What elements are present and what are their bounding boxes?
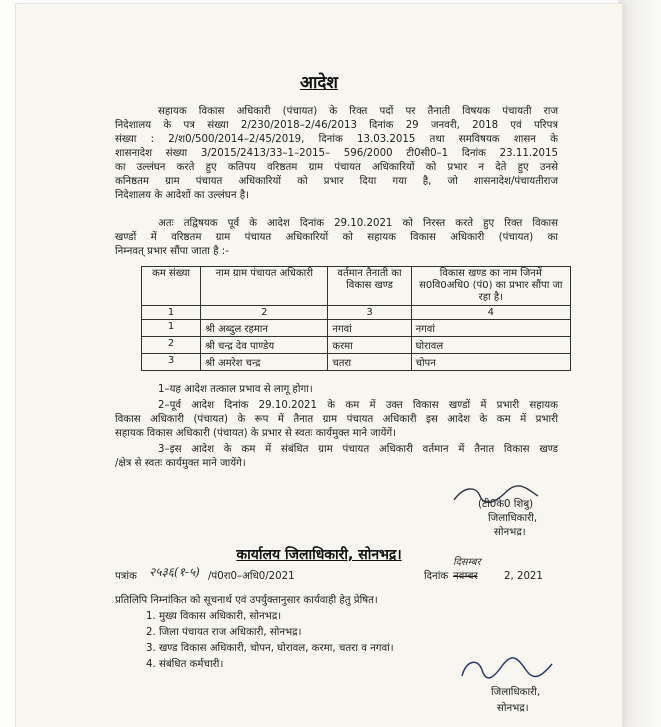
point-1: 1–यह आदेश तत्काल प्रभाव से लागू होगा। <box>158 384 313 395</box>
signatory-name: (टी0के0 शिबु) <box>478 499 534 510</box>
table-row <box>142 337 571 354</box>
table-cell: चतरा <box>328 354 411 371</box>
paragraph-line: कनिष्ठतम ग्राम पंचायत अधिकारियों को प्रभार दिया गया है, जो शासनादेश/पंचायतीराज <box>115 176 558 187</box>
office-heading: कार्यालय जिलाधिकारी, सोनभद्र। <box>236 547 402 563</box>
order-title: आदेश <box>300 73 338 93</box>
copy-intro: प्रतिलिपि निम्नांकित को सूचनार्थ एवं उपर्युक्तानुसार कार्यवाही हेतु प्रेषित। <box>115 595 378 606</box>
date-struck-month: नवम्बर <box>453 571 478 582</box>
point-2-line: 2–पूर्व आदेश दिनांक 29.10.2021 के कम में उक्त विकास खण्डों में प्रभारी सहायक <box>158 400 558 411</box>
table-header-row <box>142 267 571 306</box>
table-numbering-row <box>142 306 571 320</box>
paragraph-line: निदेशालय के पत्र संख्या 2/230/2018–2/46/2013 दिनांक 29 जनवरी, 2018 एवं परिपत्र <box>115 120 558 131</box>
table-cell: 3 <box>328 306 411 320</box>
ref-prefix: पत्रांक <box>115 571 137 582</box>
column-header: कम संख्या <box>142 267 201 306</box>
signatory-designation: जिलाधिकारी, <box>488 513 538 524</box>
paragraph-line: का उल्लंघन करते हुए कतिपय वरिष्ठतम ग्राम पंचायत अधिकारियों को प्रभार न देते हुए उनसे <box>115 162 558 173</box>
table-cell: करमा <box>328 337 411 354</box>
document-page <box>16 4 622 727</box>
paragraph-line: सहायक विकास अधिकारी (पंचायत) के रिक्त पदों पर तैनाती विषयक पंचायती राज <box>158 106 558 117</box>
table-cell: घोरावल <box>411 337 570 354</box>
column-header: विकास खण्ड का नाम जिनमें स0वि0अधि0 (पं0) का प्रभार सौंपा जा रहा है। <box>411 267 570 306</box>
paragraph-line: निम्नवत् प्रभार सौंपा जाता है :- <box>115 246 229 257</box>
point-2-line: सहायक विकास अधिकारी (पंचायत) के प्रभार से स्वतः कार्यमुक्त माने जायेंगें। <box>115 428 396 439</box>
paragraph-line: अतः तद्विषयक पूर्व के आदेश दिनांक 29.10.2021 को निरस्त करते हुए रिक्त विकास <box>158 218 558 229</box>
point-3-line: 3–इस आदेश के कम में संबंधित ग्राम पंचायत अधिकारी वर्तमान में तैनात विकास खण्ड <box>158 444 558 455</box>
date-label: दिनांक <box>424 571 449 582</box>
list-item: 4. संबंधित कर्मचारी। <box>146 659 224 670</box>
table-row <box>142 320 571 337</box>
paragraph-line: शासनादेश संख्या 3/2015/2413/33–1–2015– 596/2000 टी0सी0–1 दिनांक 23.11.2015 <box>115 148 558 159</box>
table-cell: नगवां <box>328 320 411 337</box>
office-signatory-designation: जिलाधिकारी, <box>491 687 541 698</box>
charge-table <box>141 266 571 371</box>
table-cell: 4 <box>411 306 570 320</box>
signatory-place: सोनभद्र। <box>494 527 526 538</box>
table-row <box>142 354 571 371</box>
table-cell: 2 <box>142 337 201 354</box>
paragraph-line: खण्डों में वरिष्ठतम ग्राम पंचायत अधिकारियों को सहायक विकास अधिकारी (पंचायत) का <box>115 232 558 243</box>
point-3-line: /क्षेत्र से स्वतः कार्यमुक्त माने जायेंगे। <box>115 458 246 469</box>
page-edge-shadow <box>618 0 661 727</box>
date-handwritten-month: दिसम्बर <box>453 557 481 568</box>
table-cell: श्री अब्दुल रहमान <box>201 320 328 337</box>
table-cell: चोपन <box>411 354 570 371</box>
table-cell: श्री अमरेश चन्द्र <box>201 354 328 371</box>
table-cell: 1 <box>142 320 201 337</box>
column-header: वर्तमान तैनाती का विकास खण्ड <box>328 267 411 306</box>
office-signatory-place: सोनभद्र। <box>497 703 529 714</box>
table-cell: 3 <box>142 354 201 371</box>
table-cell: 1 <box>142 306 201 320</box>
list-item: 1. मुख्य विकास अधिकारी, सोनभद्र। <box>146 611 282 622</box>
list-item: 2. जिला पंचायत राज अधिकारी, सोनभद्र। <box>146 627 302 638</box>
table-cell: 2 <box>201 306 328 320</box>
ref-suffix: /पं0रा0–अधि0/2021 <box>208 571 295 582</box>
table-cell: नगवां <box>411 320 570 337</box>
table-cell: श्री चन्द्र देव पाण्डेय <box>201 337 328 354</box>
signature-2 <box>456 654 566 684</box>
point-2-line: विकास अधिकारी (पंचायत) के रूप में तैनात ग्राम पंचायत अधिकारी इस आदेश के कम में प्रभारी <box>115 414 558 425</box>
paragraph-line: निदेशालय के आदेशों का उल्लंघन है। <box>115 190 249 201</box>
ref-handwritten-number: २५३६(१-५) <box>149 565 200 579</box>
list-item: 3. खण्ड विकास अधिकारी, चोपन, घोरावल, करमा, चतरा व नगवां। <box>146 643 394 654</box>
column-header: नाम ग्राम पंचायत अधिकारी <box>201 267 328 306</box>
paragraph-line: संख्या : 2/श0/500/2014–2/45/2019, दिनांक 13.03.2015 तथा समविषयक शासन के <box>115 134 558 145</box>
date-value: 2, 2021 <box>504 571 543 582</box>
